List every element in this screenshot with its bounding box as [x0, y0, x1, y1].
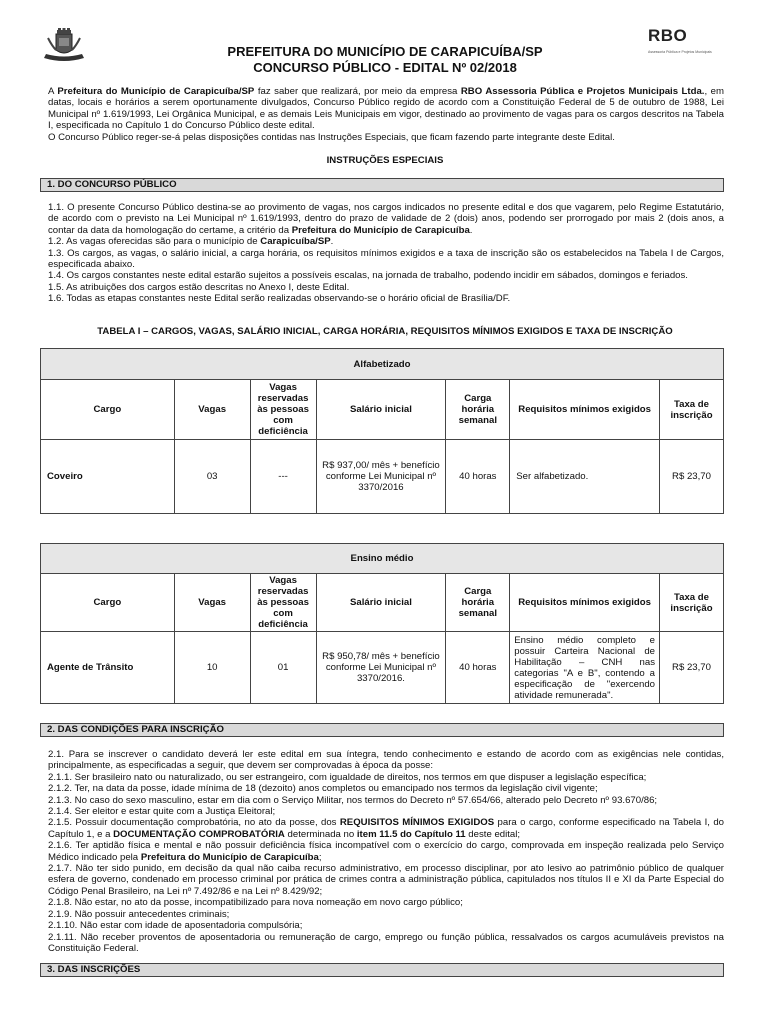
table-caption: Ensino médio	[41, 544, 724, 574]
item-1-1: 1.1. O presente Concurso Público destina-se ao provimento de vagas, nos cargos indicados no presente edital e dos que vagarem, pelo Regime Estatutário, de acordo com o previsto na Lei Municipal nº 1.619/1993, dentro do prazo de validade de 2 (dois) anos, podendo ser prorrogado por mais 2 (dois anos, a contar da data da homologação do certame, a critério da Prefeitura do Município de Carapicuíba.	[48, 202, 724, 236]
table-row	[41, 632, 724, 704]
item-1-2: 1.2. As vagas oferecidas são para o município de Carapicuíba/SP.	[48, 236, 334, 248]
cell-vagas: 03	[174, 440, 250, 514]
col-requisitos: Requisitos mínimos exigidos	[510, 380, 660, 440]
cell-taxa: R$ 23,70	[660, 440, 724, 514]
cell-reservadas: ---	[250, 440, 316, 514]
cell-carga: 40 horas	[446, 632, 510, 704]
item-2-1-5: 2.1.5. Possuir documentação comprobatória, no ato da posse, dos REQUISITOS MÍNIMOS EXIGIDOS para o cargo, conforme especificado na Tabela I, do Capítulo 1, e a DOCUMENTAÇÃO COMPROBATÓRIA determinada no item 11.5 do Capítulo 11 deste edital;	[48, 817, 724, 840]
col-vagas: Vagas	[174, 574, 250, 632]
col-salario: Salário inicial	[316, 574, 446, 632]
cell-vagas: 10	[174, 632, 250, 704]
col-carga: Carga horária semanal	[446, 574, 510, 632]
table-row	[41, 440, 724, 514]
item-1-3: 1.3. Os cargos, as vagas, o salário inicial, a carga horária, os requisitos mínimos exigidos e a taxa de inscrição são os estabelecidos na Tabela I de Cargos, especificada abaixo.	[48, 247, 724, 271]
col-cargo: Cargo	[41, 574, 175, 632]
cell-taxa: R$ 23,70	[660, 632, 724, 704]
item-2-1-11: 2.1.11. Não receber proventos de aposentadoria ou remuneração de cargo, emprego ou função pública, ressalvados os cargos acumuláveis previstos na Constituição Federal.	[48, 931, 724, 954]
col-carga: Carga horária semanal	[446, 380, 510, 440]
col-vagas: Vagas	[174, 380, 250, 440]
col-taxa: Taxa de inscrição	[660, 574, 724, 632]
col-cargo: Cargo	[41, 380, 175, 440]
item-2-1-8: 2.1.8. Não estar, no ato da posse, incompatibilizado para nova nomeação em novo cargo público;	[48, 897, 463, 909]
section-heading-2: 2. DAS CONDIÇÕES PARA INSCRIÇÃO	[40, 723, 724, 737]
item-1-4: 1.4. Os cargos constantes neste edital estarão sujeitos a possíveis escalas, na jornada de trabalho, podendo incidir em sábados, domingos e feriados.	[48, 270, 688, 282]
item-2-1-1: 2.1.1. Ser brasileiro nato ou naturalizado, ou ser estrangeiro, com igualdade de direitos, nos termos em que dispuser a legislação específica;	[48, 771, 647, 783]
section2-body	[48, 749, 724, 954]
col-reservadas: Vagas reservadas às pessoas com deficiência	[250, 380, 316, 440]
col-reservadas: Vagas reservadas às pessoas com deficiência	[250, 574, 316, 632]
item-2-1-10: 2.1.10. Não estar com idade de aposentadoria compulsória;	[48, 920, 303, 932]
item-2-1-3: 2.1.3. No caso do sexo masculino, estar em dia com o Serviço Militar, nos termos do Decreto nº 57.654/66, alterado pelo Decreto nº 93.670/86;	[48, 794, 658, 806]
item-2-1-6: 2.1.6. Ter aptidão física e mental e não possuir deficiência física incompatível com o exercício do cargo, comprovada em inspeção realizada pelo Serviço Médico indicado pela Prefeitura do Município de Carapicuíba;	[48, 840, 724, 863]
page-subtitle: CONCURSO PÚBLICO - EDITAL Nº 02/2018	[253, 60, 517, 75]
table-alfabetizado	[40, 348, 724, 514]
instrucoes-heading: INSTRUÇÕES ESPECIAIS	[326, 155, 444, 166]
table-caption: Alfabetizado	[41, 349, 724, 380]
tabela-title: TABELA I – CARGOS, VAGAS, SALÁRIO INICIAL, CARGA HORÁRIA, REQUISITOS MÍNIMOS EXIGIDOS E TAXA DE INSCRIÇÃO	[97, 326, 673, 337]
item-2-1-4: 2.1.4. Ser eleitor e estar quite com a Justiça Eleitoral;	[48, 806, 276, 818]
col-taxa: Taxa de inscrição	[660, 380, 724, 440]
intro-paragraph-2: O Concurso Público reger-se-á pelas disposições contidas nas Instruções Especiais, que ficam fazendo parte integrante deste Edital.	[48, 131, 615, 143]
page-title: PREFEITURA DO MUNICÍPIO DE CARAPICUÍBA/SP	[227, 44, 543, 59]
col-salario: Salário inicial	[316, 380, 446, 440]
cell-salario: R$ 937,00/ mês + benefício conforme Lei Municipal nº 3370/2016	[316, 440, 446, 514]
section1-body	[48, 202, 724, 305]
cell-requisitos: Ser alfabetizado.	[510, 440, 660, 514]
item-1-5: 1.5. As atribuições dos cargos estão descritas no Anexo I, deste Edital.	[48, 281, 350, 293]
intro-paragraph: A Prefeitura do Município de Carapicuíba/SP faz saber que realizará, por meio da empresa RBO Assessoria Pública e Projetos Municipais Ltda., em datas, locais e horários a serem oportunamente divulgados, Concurso Público regido de acordo com a Constituição Federal de 5 de outubro de 1988, Lei Municipal nº 1.619/1993, Lei Orgânica Municipal, e as demais Leis Municipais em vigor, destinado ao provimento de vagas para os cargos descritos na Tabela I, especificada no Capítulo 1 do Concurso Público deste edital. O Concurso Público reger-se-á pelas disposições contidas nas Instruções Especiais, que ficam fazendo parte integrante deste Edital.	[48, 86, 724, 143]
item-1-6: 1.6. Todas as etapas constantes neste Edital serão realizadas observando-se o horário oficial de Brasília/DF.	[48, 293, 511, 305]
item-2-1-7: 2.1.7. Não ter sido punido, em decisão da qual não caiba recurso administrativo, em processo disciplinar, por ato lesivo ao patrimônio público de qualquer esfera de governo, condenado em processo criminal por prática de crimes contra a administração pública, capitulados nos títulos II e XI da Parte Especial do Código Penal Brasileiro, na Lei nº 7.492/86 e na Lei nº 8.429/92;	[48, 863, 724, 897]
rbo-logo-subtitle: Assessoria Pública e Projetos Municipais	[648, 50, 712, 54]
section-heading-3: 3. DAS INSCRIÇÕES	[40, 963, 724, 977]
cell-cargo: Agente de Trânsito	[41, 632, 175, 704]
cell-reservadas: 01	[250, 632, 316, 704]
cell-requisitos: Ensino médio completo e possuir Carteira Nacional de Habilitação – CNH nas categorias "A e B", contendo a especificação de "exercendo atividade remunerada".	[510, 632, 660, 704]
cell-carga: 40 horas	[446, 440, 510, 514]
table-ensino-medio	[40, 543, 724, 704]
cell-salario: R$ 950,78/ mês + benefício conforme Lei Municipal nº 3370/2016.	[316, 632, 446, 704]
item-2-1-9: 2.1.9. Não possuir antecedentes criminais;	[48, 908, 230, 920]
item-2-1: 2.1. Para se inscrever o candidato deverá ler este edital em sua íntegra, tendo conhecimento e estando de acordo com as exigências nele contidas, principalmente, as especificadas a seguir, que devem ser comprovadas à época da posse:	[48, 749, 724, 772]
item-2-1-2: 2.1.2. Ter, na data da posse, idade mínima de 18 (dezoito) anos completos ou emancipado nos termos da legislação civil vigente;	[48, 783, 598, 795]
rbo-logo-text: RBO	[648, 26, 688, 45]
col-requisitos: Requisitos mínimos exigidos	[510, 574, 660, 632]
section-heading-1: 1. DO CONCURSO PÚBLICO	[40, 178, 724, 192]
cell-cargo: Coveiro	[41, 440, 175, 514]
